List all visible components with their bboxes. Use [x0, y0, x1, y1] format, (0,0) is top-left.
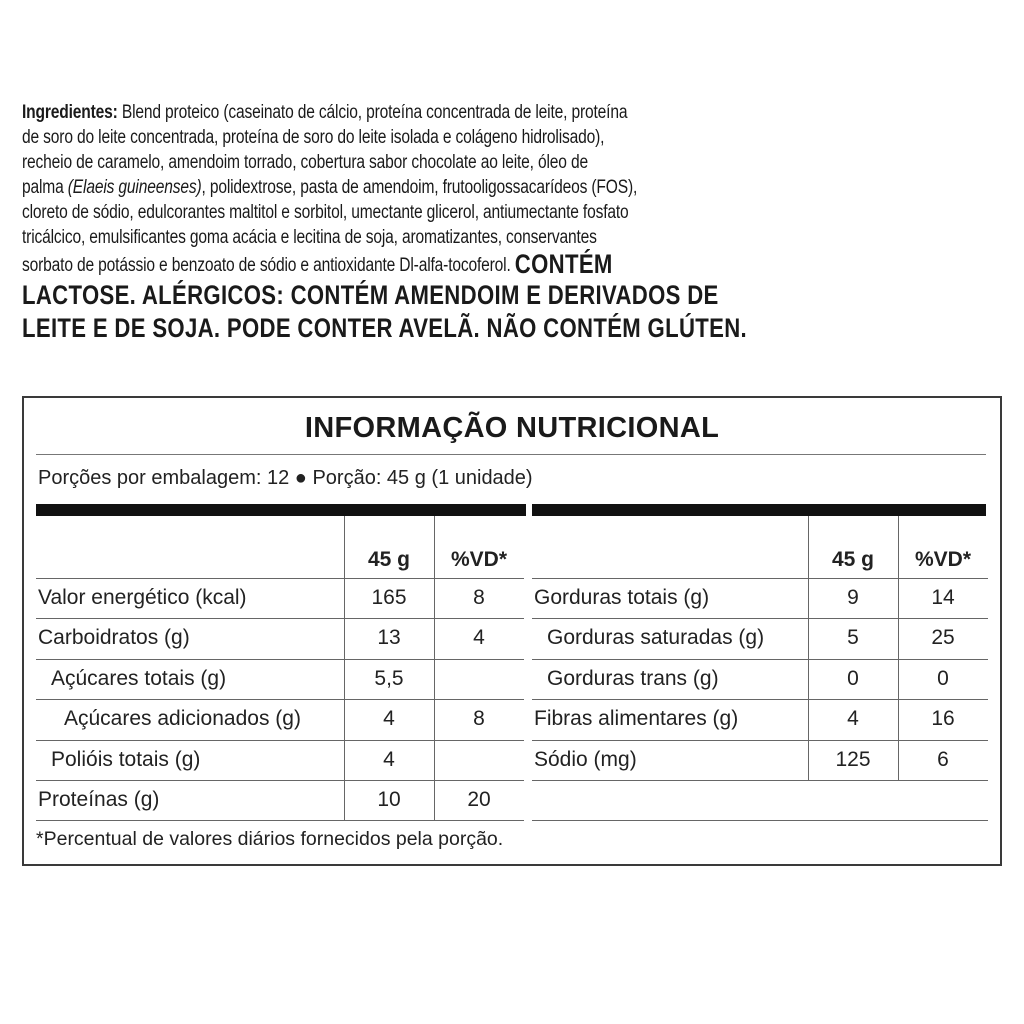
- right-table-row-label: Gorduras totais (g): [534, 586, 710, 609]
- thick-divider-gap: [526, 504, 532, 516]
- ingredients-block: [22, 100, 800, 345]
- right-table-row-amount: 0: [847, 666, 859, 690]
- header-amount: 45 g: [831, 548, 875, 571]
- right-table-row-label: Gorduras trans (g): [547, 666, 719, 690]
- left-table-row-daily-value: 20: [467, 788, 491, 811]
- right-table-row-amount: 9: [847, 586, 859, 609]
- row-divider: [532, 820, 988, 821]
- left-table-row-daily-value: 8: [473, 586, 485, 609]
- left-table-row-label: Valor energético (kcal): [38, 586, 247, 609]
- left-table-row-label: Polióis totais (g): [51, 747, 201, 771]
- title-divider: [36, 454, 986, 455]
- right-table-row-label: Sódio (mg): [534, 747, 637, 771]
- left-table-row-daily-value: [434, 740, 524, 780]
- row-divider: [36, 820, 524, 821]
- allergen-warning-line-2: LEITE E DE SOJA. PODE CONTER AVELÃ. NÃO CONTÉM GLÚTEN.: [22, 313, 748, 343]
- right-table-row-amount: 4: [847, 707, 859, 731]
- right-table-row-label: Gorduras saturadas (g): [547, 626, 765, 650]
- ingredients-label: Ingredientes:: [22, 102, 118, 123]
- left-table-row-amount: 10: [377, 788, 401, 811]
- right-table-row-amount: 125: [835, 747, 871, 771]
- right-table-row-daily-value: 0: [937, 666, 949, 690]
- right-table-row-label: Fibras alimentares (g): [534, 707, 739, 731]
- header-amount: 45 g: [367, 548, 411, 571]
- left-table-row-amount: 4: [383, 707, 395, 731]
- left-table-row-daily-value: [434, 659, 524, 699]
- footnote: *Percentual de valores diários fornecidos pela porção.: [36, 828, 504, 850]
- right-table-row-daily-value: 6: [937, 747, 949, 771]
- header-daily-value: %VD*: [914, 548, 972, 571]
- left-table-row-label: Açúcares totais (g): [51, 666, 227, 690]
- right-table-row-daily-value: 16: [931, 707, 955, 731]
- ingredients-line-1: Ingredientes: Blend proteico (caseinato de cálcio, proteína concentrada de leite, proteína: [22, 102, 628, 123]
- left-table-row-amount: 4: [383, 747, 395, 771]
- nutrition-facts-panel: [22, 396, 1002, 866]
- allergen-warning-line-1: LACTOSE. ALÉRGICOS: CONTÉM AMENDOIM E DERIVADOS DE: [22, 280, 719, 310]
- left-table-row-daily-value: 4: [473, 626, 485, 650]
- ingredients-line-6: tricálcico, emulsificantes goma acácia e lecitina de soja, aromatizantes, conservantes: [22, 227, 597, 248]
- left-table-row-label: Açúcares adicionados (g): [64, 707, 301, 731]
- thick-divider: [36, 504, 986, 516]
- ingredients-line-7: sorbato de potássio e benzoato de sódio e antioxidante Dl-alfa-tocoferol. CONTÉM: [22, 249, 613, 279]
- ingredients-line-2: de soro do leite concentrada, proteína de soro do leite isolada e colágeno hidrolisado),: [22, 127, 605, 148]
- scientific-name: (Elaeis guineenses): [67, 177, 202, 198]
- serving-info: Porções por embalagem: 12 ● Porção: 45 g (1 unidade): [38, 467, 533, 489]
- header-daily-value: %VD*: [450, 548, 508, 571]
- row-divider: [532, 780, 988, 781]
- left-table-row-amount: 5,5: [374, 666, 404, 690]
- left-table-row-daily-value: 8: [473, 707, 485, 731]
- allergen-warning-start: CONTÉM: [514, 249, 613, 279]
- panel-title: INFORMAÇÃO NUTRICIONAL: [304, 412, 720, 444]
- ingredients-line-4: palma (Elaeis guineenses), polidextrose, pasta de amendoim, frutooligossacarídeos (FOS),: [22, 177, 638, 198]
- ingredients-line-3: recheio de caramelo, amendoim torrado, cobertura sabor chocolate ao leite, óleo de: [22, 152, 588, 173]
- right-table-row-amount: 5: [847, 626, 859, 650]
- right-table-row-daily-value: 14: [931, 586, 955, 609]
- left-table-row-amount: 165: [371, 586, 407, 609]
- left-table-row-label: Carboidratos (g): [38, 626, 190, 650]
- ingredients-line-5: cloreto de sódio, edulcorantes maltitol e sorbitol, umectante glicerol, antiumectante fosfato: [22, 202, 629, 223]
- left-table-row-label: Proteínas (g): [38, 788, 160, 811]
- right-table-row-daily-value: 25: [931, 626, 955, 650]
- left-table-row-amount: 13: [377, 626, 401, 650]
